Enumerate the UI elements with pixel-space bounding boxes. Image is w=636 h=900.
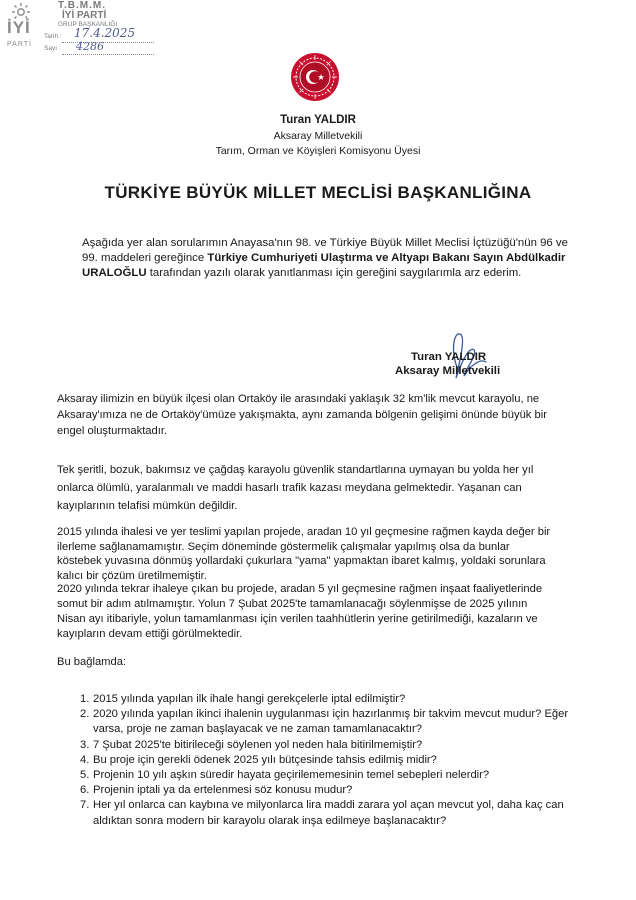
paragraph-3: 2015 yılında ihalesi ve yer teslimi yapılan projede, aradan 10 yıl geçmesine rağmen kayda değer bir ilerleme sağlanamamıştır. Seçim döneminde göstermelik çalışmalar yapılmış olsa da bunlar köstebek yuvasına dönmüş yollardaki çukurlara "yama" yapmaktan ibaret kalmış, yoldaki sorunlara kalıcı bir çözüm üretilmemiştir. (57, 526, 551, 582)
list-item (80, 692, 580, 707)
mp-name: Turan YALDIR (280, 114, 356, 126)
questions-list (80, 692, 580, 829)
question-number: 2. (80, 708, 90, 721)
list-item (80, 707, 580, 737)
party-logo-subtext: PARTİ (7, 41, 32, 48)
list-item (80, 753, 580, 768)
list-item (80, 783, 580, 798)
question-text: 7 Şubat 2025'te bitirileceği söylenen yol neden hala bitirilmemiştir? (93, 738, 423, 751)
stamp-party: İYİ PARTİ (62, 10, 107, 21)
tbmm-emblem-icon (290, 52, 340, 102)
mp-committee: Tarım, Orman ve Köyişleri Komisyonu Üyesi (215, 145, 421, 157)
paragraph-4: 2020 yılında tekrar ihaleye çıkan bu projede, aradan 5 yıl geçmesine rağmen inşaat faaliyetlerinde somut bir adım atılmamıştır. Yolun 7 Şubat 2025'te tamamlanacağı söylenmişse de 2025 yılının Nisan ayı itibariyle, yolun tamamlanması için verilen taahhütlerin yerine getirilmediği, kazaların ve kayıpların devam ettiği görülmektedir. (57, 583, 543, 640)
stamp-group: GRUP BAŞKANLIĞI (58, 21, 118, 28)
question-number: 3. (80, 738, 90, 751)
question-text: Projenin 10 yılı aşkın süredir hayata geçirilememesinin temel sebepleri nelerdir? (93, 769, 490, 782)
stamp-date-value: 17.4.2025 (74, 26, 136, 40)
signature-name: Turan YALDIR (411, 351, 487, 363)
stamp-institution: T.B.M.M. (58, 0, 106, 11)
question-text: 2020 yılında yapılan ikinci ihalenin uygulanması için hazırlanmış bir takvim mevcut mudur? Eğer varsa, proje ne zaman başlayacak ve ne zaman tamamlanacaktır? (93, 708, 569, 736)
paragraph-1: Aksaray ilimizin en büyük ilçesi olan Ortaköy ile arasındaki yaklaşık 32 km'lik mevcut karayolu, ne Aksaray'ımıza ne de Ortaköy'ümüze yakışmakta, aynı zamanda bölgenin gelişimi önünde büyük bir engel oluşturmaktadır. (57, 393, 547, 437)
list-item (80, 768, 580, 783)
question-number: 6. (80, 784, 90, 797)
stamp-number-value: 4286 (76, 40, 104, 53)
paragraph-2: Tek şeritli, bozuk, bakımsız ve çağdaş karayolu güvenlik standartlarına uymayan bu yolda her yıl onlarca ölümlü, yaralanmalı ve maddi hasarlı trafik kazası meydana gelmektedir. Yaşanan can kayıplarının telafisi mümkün değildir. (57, 464, 534, 512)
mp-constituency: Aksaray Milletvekili (273, 130, 363, 142)
signature-title: Aksaray Milletvekili (395, 365, 501, 377)
intro-text-part2: tarafından yazılı olarak yanıtlanması için gereğini saygılarımla arz ederim. (146, 267, 522, 279)
intro-text-part1: Aşağıda yer alan sorularımın Anayasa'nın 98. ve Türkiye Büyük Millet Meclisi İçtüzüğü'nün 96 ve 99. maddeleri gereğince (82, 237, 568, 264)
stamp-date-label: Tarih : (44, 33, 62, 40)
question-number: 1. (80, 693, 90, 705)
question-number: 5. (80, 769, 90, 782)
question-number: 4. (80, 753, 90, 766)
list-item (80, 738, 580, 753)
intro-paragraph (82, 236, 570, 281)
document-title: TÜRKİYE BÜYÜK MİLLET MECLİSİ BAŞKANLIĞINA (104, 183, 532, 202)
party-logo-text: İYİ (7, 18, 31, 37)
question-text: Her yıl onlarca can kaybına ve milyonlarca lira maddi zarara yol açan mevcut yol, daha kaç can aldıktan sonra modern bir karayolu olarak inşa edilmeye başlanacaktır? (93, 799, 564, 827)
question-text: Projenin iptali ya da ertelenmesi söz konusu mudur? (93, 784, 353, 797)
question-number: 7. (80, 799, 90, 812)
list-item (80, 798, 580, 828)
stamp-number-line (62, 53, 154, 55)
question-text: 2015 yılında yapılan ilk ihale hangi gerekçelerle iptal edilmiştir? (93, 693, 406, 705)
intro-minister-name: Türkiye Cumhuriyeti Ulaştırma ve Altyapı Bakanı Sayın Abdülkadir URALOĞLU (82, 252, 566, 279)
stamp-number-label: Sayı : (44, 45, 61, 52)
paragraph-5: Bu bağlamda: (57, 656, 127, 668)
question-text: Bu proje için gerekli ödenek 2025 yılı bütçesinde tahsis edilmiş midir? (93, 753, 437, 766)
